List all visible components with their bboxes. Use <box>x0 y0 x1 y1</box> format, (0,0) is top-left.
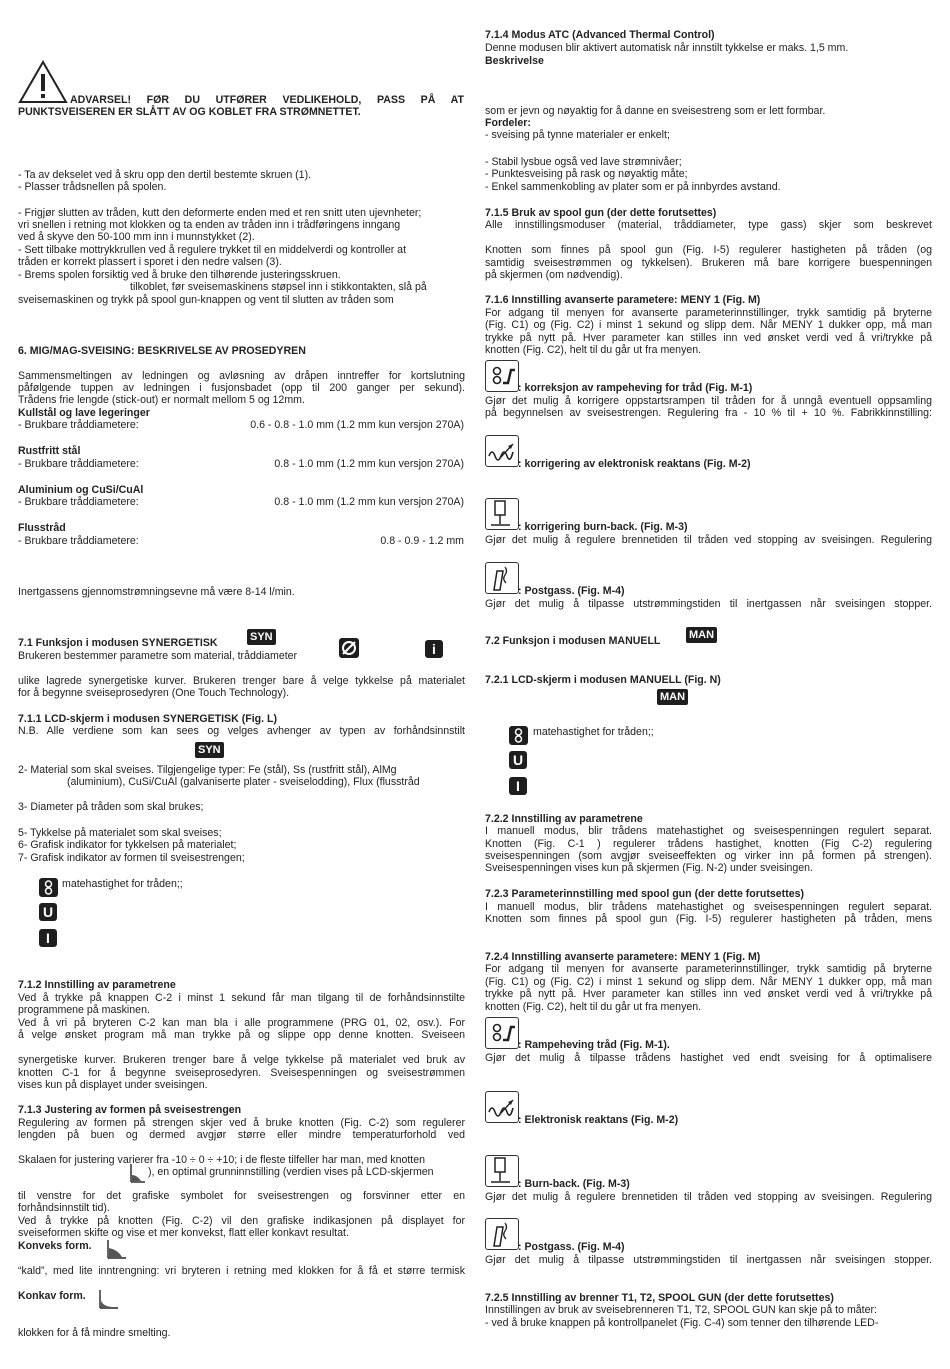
s715-l1: Alle innstillingsmoduser (material, tråddiameter, type gass) skjer som beskrevet <box>485 219 932 231</box>
section-7-2-1-title: 7.2.1 LCD-skjerm i modusen MANUELL (Fig. N) <box>485 674 721 686</box>
s713-l6: forhåndsinnstilt tid). <box>18 1202 110 1214</box>
s712-l3: Ved å vri på bryteren C-2 kan man bla i alle programmene (PRG 01, 02, osv.). For <box>18 1017 465 1029</box>
s714-beskrivelse: Beskrivelse <box>485 55 544 67</box>
section-7-1-1-title: 7.1.1 LCD-skjerm i modusen SYNERGETISK (Fig. L) <box>18 713 278 725</box>
current-icon: I <box>39 929 57 947</box>
man-badge-lcd: MAN <box>657 689 688 705</box>
rust-value: 0.8 - 1.0 mm (1.2 mm kun versjon 270A) <box>274 458 464 470</box>
s724-l3: trykke på nytt på. Hver parameter kan stilles inn ved ønsket verdi ved å vri/trykke på <box>485 988 932 1000</box>
flux-label: - Brukbare tråddiametere: <box>18 535 139 547</box>
current-icon-manual: I <box>509 777 527 795</box>
s711-speed-label: matehastighet for tråden;; <box>62 878 183 890</box>
s712-l1: Ved å trykke på knappen C-2 i minst 1 sekund får man tilgang til de forhåndsinnstilte <box>18 992 465 1004</box>
step-1: - Ta av dekselet ved å skru opp den dertil bestemte skruen (1). <box>18 169 312 181</box>
postgas-icon <box>485 562 519 594</box>
section-7-1-5-title: 7.1.5 Bruk av spool gun (der dette forutsettes) <box>485 207 717 219</box>
section-6-title: 6. MIG/MAG-SVEISING: BESKRIVELSE AV PROSEDYREN <box>18 345 306 357</box>
section-7-1-title: 7.1 Funksjon i modusen SYNERGETISK <box>18 637 218 649</box>
s724-m1a: Gjør det mulig å tilpasse trådens hastighet ved endt sveising for å optimalisere <box>485 1052 932 1064</box>
s715-l3: samtidig sveisestrømmen og tykkelsen). Brukeren må bare korrigere buespenningen <box>485 257 932 269</box>
wire-speed-icon-manual <box>509 726 528 745</box>
s714-l2: som er jevn og nøyaktig for å danne en sveisestreng som er lett formbar. <box>485 105 826 117</box>
section-7-2-3-title: 7.2.3 Parameterinnstilling med spool gun (der dette forutsettes) <box>485 888 805 900</box>
s714-fordeler: Fordeler: <box>485 117 531 129</box>
s713-l8: sveiseformen skifte og vise et mer konvekst, flatt eller konkavt resultat. <box>18 1227 349 1239</box>
warning-line2: PUNKTSVEISEREN ER SLÅTT AV OG KOBLET FRA STRØMNETTET. <box>18 106 361 118</box>
syn-badge: SYN <box>247 629 276 645</box>
postgas-icon-manual <box>485 1218 519 1250</box>
s716-m1a: Gjør det mulig å korrigere oppstartsrampen til tråden for å unngå eventuell oppsamling <box>485 395 932 407</box>
gas-flow: Inertgassens gjennomstrømningsevne må være 8-14 l/min. <box>18 586 295 598</box>
s724-l2: (Fig. C1) og (Fig. C2) i minst 1 sekund og slipp dem. Når MENY 1 dukker opp, må man <box>485 976 932 988</box>
s712-l6: knotten C-1 for å begynne sveiseprosedyren. Sveisespenningen og sveisestrømmen <box>18 1067 465 1079</box>
warning-icon <box>18 60 68 104</box>
man-badge: MAN <box>686 627 717 643</box>
s723-l2: Knotten som finnes på spool gun (Fig. I-5) regulerer hastigheten på tråden, mens <box>485 913 932 925</box>
s716-m4a: Gjør det mulig å tilpasse utstrømmingstiden til inertgassen når sveisingen stopper. <box>485 598 932 610</box>
s721-speed-label: matehastighet for tråden;; <box>533 726 654 738</box>
s71-p2: ulike lagrede synergetiske kurver. Brukeren trenger bare å velge tykkelse på materialet <box>18 675 465 687</box>
s722-l4: Sveisespenningen vises kun på skjermen (Fig. N-2) under sveisingen. <box>485 862 813 874</box>
s724-m2: : Elektronisk reaktans (Fig. M-2) <box>518 1114 679 1126</box>
s725-l2: - ved å bruke knappen på kontrollpanelet (Fig. C-4) som tenner den tilhørende LED- <box>485 1317 879 1329</box>
bead-shape-icon <box>128 1163 146 1185</box>
s714-f2: - Stabil lysbue også ved lave strømnivåer; <box>485 156 682 168</box>
s713-l9: “kald”, med lite inntrengning: vri bryteren i retning med klokken for å få et større termisk <box>18 1265 465 1277</box>
kull-label: - Brukbare tråddiametere: <box>18 419 139 431</box>
konveks-label: Konveks form. <box>18 1240 92 1252</box>
concave-bead-icon <box>97 1289 119 1311</box>
step-7: tråden er korrekt plassert i sporet i den nedre valsen (3). <box>18 256 282 268</box>
s712-l4: å velge ønsket program må man trykke på og slippe opp denne knotten. Sveiseen <box>18 1029 465 1041</box>
s714-f4: - Enkel sammenkobling av plater som er på innbyrdes avstand. <box>485 181 781 193</box>
alu-value: 0.8 - 1.0 mm (1.2 mm kun versjon 270A) <box>274 496 464 508</box>
section-7-1-3-title: 7.1.3 Justering av formen på sveisestrengen <box>18 1104 242 1116</box>
s716-m3a: Gjør det mulig å regulere brennetiden til tråden ved stopping av sveisingen. Regulering <box>485 534 932 546</box>
s716-m4: : Postgass. (Fig. M-4) <box>518 585 625 597</box>
s714-f3: - Punktesveising på rask og nøyaktig måte; <box>485 168 688 180</box>
step-6: - Sett tilbake mottrykkrullen ved å regulere trykket til en middelverdi og kontroller at <box>18 244 407 256</box>
s722-l1: I manuell modus, blir trådens matehastighet og sveisespenningen regulert separat. <box>485 825 932 837</box>
step-4: vri snellen i retning mot klokken og ta enden av tråden inn i trådføringens inngang <box>18 219 401 231</box>
flux-value: 0.8 - 0.9 - 1.2 mm <box>380 535 464 547</box>
s724-m3: : Burn-back. (Fig. M-3) <box>518 1178 630 1190</box>
s71-p3: for å begynne sveiseprosedyren (One Touch Technology). <box>18 687 290 699</box>
s711-item-6: 6- Grafisk indikator for tykkelsen på materialet; <box>18 839 237 851</box>
s724-m1: : Rampeheving tråd (Fig. M-1). <box>518 1039 670 1051</box>
s712-l7: vises kun på displayet under sveisingen. <box>18 1079 208 1091</box>
section-7-2-title: 7.2 Funksjon i modusen MANUELL <box>485 635 661 647</box>
s6-p1: Sammensmeltingen av ledningen og avløsning av dråpen inntreffer for kortslutning <box>18 370 465 382</box>
rust-title: Rustfritt stål <box>18 445 81 457</box>
voltage-icon: U <box>39 903 57 921</box>
s712-l2: programmene på maskinen. <box>18 1004 150 1016</box>
ramp-icon-manual <box>485 1017 519 1049</box>
s713-l1: Regulering av formen på strengen skjer ved å bruke knotten (Fig. C-2) som regulerer <box>18 1117 465 1129</box>
s713-l10: klokken for å få mindre smelting. <box>18 1327 171 1339</box>
s713-l3: Skalaen for justering varierer fra -10 ÷ 0 ÷ +10; i de fleste tilfeller har man, med knotten <box>18 1154 426 1166</box>
rust-label: - Brukbare tråddiametere: <box>18 458 139 470</box>
s722-l3: sveisespenningen (som avgjør sveiseeffekten og virker inn på formen på strengen). <box>485 850 932 862</box>
s713-l7: Ved å trykke på knotten (Fig. C-2) vil den grafiske indikasjonen på displayet for <box>18 1215 465 1227</box>
s711-item-5: 5- Tykkelse på materialet som skal sveises; <box>18 827 222 839</box>
s716-l3: trykke på nytt på. Hver parameter kan stilles inn ved ønsket verdi ved å vri/trykke på <box>485 332 932 344</box>
alu-label: - Brukbare tråddiametere: <box>18 496 139 508</box>
s711-item-3: 3- Diameter på tråden som skal brukes; <box>18 801 204 813</box>
info-icon: i <box>425 640 443 658</box>
step-2: - Plasser trådsnellen på spolen. <box>18 181 167 193</box>
s713-l4: ), en optimal grunninnstilling (verdien vises på LCD-skjermen <box>148 1166 434 1178</box>
s724-m3a: Gjør det mulig å regulere brennetiden til tråden ved stopping av sveisingen. Regulering <box>485 1191 932 1203</box>
s716-m1: : korreksjon av rampeheving for tråd (Fig. M-1) <box>518 382 753 394</box>
s6-p2: påfølgende tuppen av ledningen i fusjonsbadet (opp til 200 ganger per sekund). <box>18 382 465 394</box>
s716-m2: : korrigering av elektronisk reaktans (Fig. M-2) <box>518 458 751 470</box>
step-8: - Brems spolen forsiktig ved å bruke den tilhørende justeringsskruen. <box>18 269 341 281</box>
s716-m3: : korrigering burn-back. (Fig. M-3) <box>518 521 688 533</box>
wire-speed-icon <box>39 878 58 897</box>
section-7-2-5-title: 7.2.5 Innstilling av brenner T1, T2, SPOOL GUN (der dette forutsettes) <box>485 1292 834 1304</box>
burnback-icon-manual <box>485 1155 519 1187</box>
step-10: sveisemaskinen og trykk på spool gun-knappen og vent til slutten av tråden som <box>18 294 394 306</box>
s724-m4a: Gjør det mulig å tilpasse utstrømmingstiden til inertgassen når sveisingen stopper. <box>485 1254 932 1266</box>
section-7-2-2-title: 7.2.2 Innstilling av parametrene <box>485 813 643 825</box>
s716-l2: (Fig. C1) og (Fig. C2) i minst 1 sekund og slipp dem. Når MENY 1 dukker opp, må man <box>485 319 932 331</box>
syn-badge-lcd: SYN <box>195 742 224 758</box>
section-7-1-2-title: 7.1.2 Innstilling av parametrene <box>18 979 176 991</box>
alu-title: Aluminium og CuSi/CuAl <box>18 484 144 496</box>
s713-l2: lengden på buen og dermed avgjør større eller mindre temperaturforhold ved <box>18 1129 465 1141</box>
section-7-1-6-title: 7.1.6 Innstilling avanserte parametere: MENY 1 (Fig. M) <box>485 294 761 306</box>
s716-m1b: på begynnelsen av sveisestrengen. Regulering fra - 10 % til + 10 %. Fabrikkinnstilling: <box>485 407 932 419</box>
kull-title: Kullstål og lave legeringer <box>18 407 150 419</box>
s713-l5: til venstre for det grafiske symbolet for sveisestrengen og forsvinner etter en <box>18 1190 465 1202</box>
s724-l4: knotten (Fig. C2), helt til du går ut fra menyen. <box>485 1001 702 1013</box>
s712-l5: synergetiske kurver. Brukeren trenger bare å velge tykkelse på materialet ved bruk av <box>18 1054 465 1066</box>
s711-item-7: 7- Grafisk indikator av formen til sveisestrengen; <box>18 852 245 864</box>
diameter-icon <box>339 638 359 658</box>
s714-f1: - sveising på tynne materialer er enkelt; <box>485 129 670 141</box>
step-3: - Frigjør slutten av tråden, kutt den deformerte enden med et ren snitt uten ujevnheter; <box>18 207 422 219</box>
step-9: tilkoblet, før sveisemaskinens støpsel inn i stikkontakten, slå på <box>130 281 427 293</box>
reactance-icon-manual <box>485 1091 519 1123</box>
section-7-1-4-title: 7.1.4 Modus ATC (Advanced Thermal Control) <box>485 29 715 41</box>
convex-bead-icon <box>105 1239 127 1261</box>
s711-item-2b: (aluminium), CuSi/CuAl (galvaniserte plater - sveiselodding), Flux (flusstråd <box>67 776 420 788</box>
s723-l1: I manuell modus, blir trådens matehastighet og sveisespenningen regulert separat. <box>485 901 932 913</box>
reactance-icon <box>485 435 519 467</box>
warning-line1: ADVARSEL! FØR DU UTFØRER VEDLIKEHOLD, PASS PÅ AT <box>70 94 464 106</box>
s725-l1: Innstillingen av bruk av sveisebrenneren T1, T2, SPOOL GUN kan skje på to måter: <box>485 1304 877 1316</box>
s714-l1: Denne modusen blir aktivert automatisk når innstilt tykkelse er maks. 1,5 mm. <box>485 42 849 54</box>
s71-p1: Brukeren bestemmer parametre som material, tråddiameter <box>18 650 298 662</box>
section-7-2-4-title: 7.2.4 Innstilling avanserte parametere: MENY 1 (Fig. M) <box>485 951 761 963</box>
s722-l2: Knotten (Fig. C-1 ) regulerer trådens hastighet, knotten (Fig C-2) regulering <box>485 838 932 850</box>
s716-l4: knotten (Fig. C2), helt til du går ut fra menyen. <box>485 344 702 356</box>
s724-m4: : Postgass. (Fig. M-4) <box>518 1241 625 1253</box>
s724-l1: For adgang til menyen for avanserte parameterinnstillinger, trykk samtidig på bryterne <box>485 963 932 975</box>
burnback-icon <box>485 498 519 530</box>
voltage-icon-manual: U <box>509 751 527 769</box>
kull-value: 0.6 - 0.8 - 1.0 mm (1.2 mm kun versjon 270A) <box>250 419 464 431</box>
step-5: ved å skyve den 50-100 mm inn i munnstykket (2). <box>18 231 255 243</box>
flux-title: Flusstråd <box>18 522 66 534</box>
s6-p3: Trådens frie lengde (stick-out) er normalt mellom 5 og 12mm. <box>18 394 305 406</box>
s716-l1: For adgang til menyen for avanserte parameterinnstillinger, trykk samtidig på bryterne <box>485 307 932 319</box>
s711-p1: N.B. Alle verdiene som kan sees og velges avhenger av typen av forhåndsinnstilt <box>18 725 465 737</box>
s715-l2: Knotten som finnes på spool gun (Fig. I-5) regulerer hastigheten på tråden (og <box>485 244 932 256</box>
konkav-label: Konkav form. <box>18 1290 86 1302</box>
s711-item-2a: 2- Material som skal sveises. Tilgjengelige typer: Fe (stål), Ss (rustfritt stål), AlMg <box>18 764 397 776</box>
ramp-icon <box>485 360 519 392</box>
s715-l4: på skjermen (om nødvendig). <box>485 269 623 281</box>
